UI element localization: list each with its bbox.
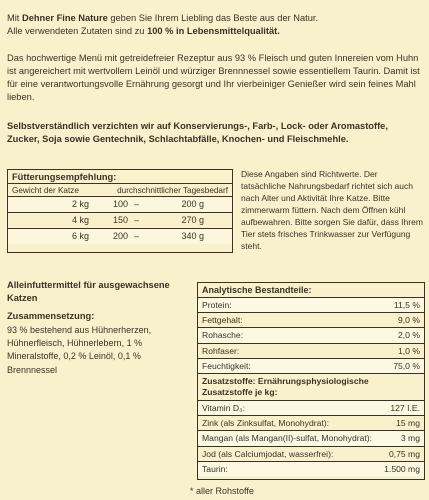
analysis-label: Fettgehalt: bbox=[202, 315, 243, 326]
analysis-row bbox=[198, 313, 424, 328]
additive-row bbox=[198, 462, 424, 476]
feeding-min: 200 bbox=[112, 231, 128, 241]
intro-paragraph-2: Das hochwertige Menü mit getreidefreier Rezeptur aus 93 % Fleisch und guten Innereien vom Huhn ist angereichert mit wertvollem Leinöl und würziger Brennnessel sowie essentiellem Taurin. Damit ist für eine verantwortungsvolle Ernährung gesorgt und Ihr vierbeiniger Genießer wird sein feines Mahl lieben. bbox=[7, 53, 420, 102]
feeding-header bbox=[8, 184, 232, 197]
additive-value: 0,75 mg bbox=[388, 448, 420, 459]
analysis-label: Feuchtigkeit: bbox=[202, 360, 251, 371]
analysis-label: Protein: bbox=[202, 300, 232, 310]
footnote: * aller Rohstoffe bbox=[190, 486, 254, 496]
feeding-title: Fütterungsempfehlung: bbox=[8, 170, 232, 184]
feeding-weight: 6 kg bbox=[72, 231, 90, 241]
feeding-row bbox=[8, 212, 232, 228]
additive-label: Vitamin D₃: bbox=[202, 402, 245, 413]
additive-value: 3 mg bbox=[400, 433, 420, 444]
analysis-title: Analytische Bestandteile: bbox=[198, 283, 424, 298]
additive-label: Jod (als Calciumjodat, wasserfrei): bbox=[202, 448, 334, 459]
feeding-dash: – bbox=[134, 199, 140, 209]
feeding-min: 150 bbox=[112, 215, 128, 225]
analysis-label: Rohasche: bbox=[202, 330, 244, 341]
intro-paragraph-3: Selbstverständlich verzichten wir auf Konservierungs-, Farb-, Lock- oder Aromastoffe, Zucker, Soja sowie Gentechnik, Schlachtabfälle, Knochen- und Fleischmehle. bbox=[7, 121, 388, 144]
analysis-value: 75,0 % bbox=[393, 360, 420, 371]
intro-p1-post: geben Sie Ihrem Liebling das Beste aus der Natur. bbox=[107, 13, 319, 23]
additive-row bbox=[198, 431, 424, 446]
brand-name: Dehner Fine Nature bbox=[21, 13, 108, 23]
analysis-row bbox=[198, 328, 424, 343]
additive-row bbox=[198, 416, 424, 431]
intro-paragraph-1 bbox=[7, 12, 423, 38]
composition-text: 93 % bestehend aus Hühnerherzen, Hühnerfleisch, Hühnerlebern, 1 % Mineralstoffe, 0,2 % Leinöl, 0,1 % Brennnessel bbox=[7, 325, 152, 375]
analysis-table bbox=[197, 282, 425, 480]
analysis-value: 2,0 % bbox=[398, 330, 420, 341]
feeding-max: 270 g bbox=[181, 215, 204, 225]
composition-title: Zusammensetzung: bbox=[7, 311, 95, 321]
feeding-row bbox=[8, 228, 232, 244]
additive-value: 1.500 mg bbox=[384, 463, 420, 474]
feeding-dash: – bbox=[134, 215, 140, 225]
product-type-heading: Alleinfuttermittel für ausgewachsene Katzen bbox=[7, 280, 170, 303]
analysis-value: 11,5 % bbox=[393, 300, 420, 310]
additive-value: 127 I.E. bbox=[390, 402, 420, 413]
additive-label: Mangan (als Mangan(II)-sulfat, Monohydrat): bbox=[202, 433, 373, 444]
feeding-weight: 2 kg bbox=[72, 199, 90, 209]
intro-p1-line2: Alle verwendeten Zutaten sind zu bbox=[7, 26, 148, 36]
feeding-weight: 4 kg bbox=[72, 215, 90, 225]
additive-label: Zink (als Zinksulfat, Monohydrat): bbox=[202, 418, 330, 429]
additive-label: Taurin: bbox=[202, 463, 228, 474]
analysis-row bbox=[198, 298, 424, 313]
quality-claim: 100 % in Lebensmittelqualität. bbox=[147, 26, 280, 36]
intro-p1-pre: Mit bbox=[7, 13, 22, 23]
feeding-dash: – bbox=[134, 231, 140, 241]
intro-text bbox=[7, 12, 423, 38]
analysis-row bbox=[198, 344, 424, 359]
additive-value: 15 mg bbox=[396, 418, 420, 429]
analysis-value: 9,0 % bbox=[398, 315, 420, 326]
additive-row bbox=[198, 447, 424, 462]
additives-title: Zusatzstoffe: Ernährungsphysiologische Zusatzstoffe je kg: bbox=[198, 374, 424, 401]
feeding-min: 100 bbox=[112, 199, 128, 209]
analysis-value: 1,0 % bbox=[398, 345, 420, 356]
feeding-table bbox=[7, 169, 233, 253]
feeding-note: Diese Angaben sind Richtwerte. Der tatsächliche Nahrungsbedarf richtet sich auch nach Alter und Aktivität Ihre Katze. Bitte zimmerwarm füttern. Nach dem Öffnen kühl aufbewahren. Bitte sorgen Sie dafür, dass Ihrem Tier stets frisches Trinkwasser zur Verfügung steht. bbox=[241, 169, 423, 251]
feeding-col-weight: Gewicht der Katze bbox=[12, 186, 79, 195]
feeding-col-need: durchschnittlicher Tagesbedarf bbox=[117, 186, 228, 195]
feeding-row bbox=[8, 197, 232, 212]
feeding-max: 200 g bbox=[181, 199, 204, 209]
additive-row bbox=[198, 401, 424, 416]
feeding-max: 340 g bbox=[181, 231, 204, 241]
analysis-label: Rohfaser: bbox=[202, 345, 240, 356]
analysis-row bbox=[198, 359, 424, 374]
